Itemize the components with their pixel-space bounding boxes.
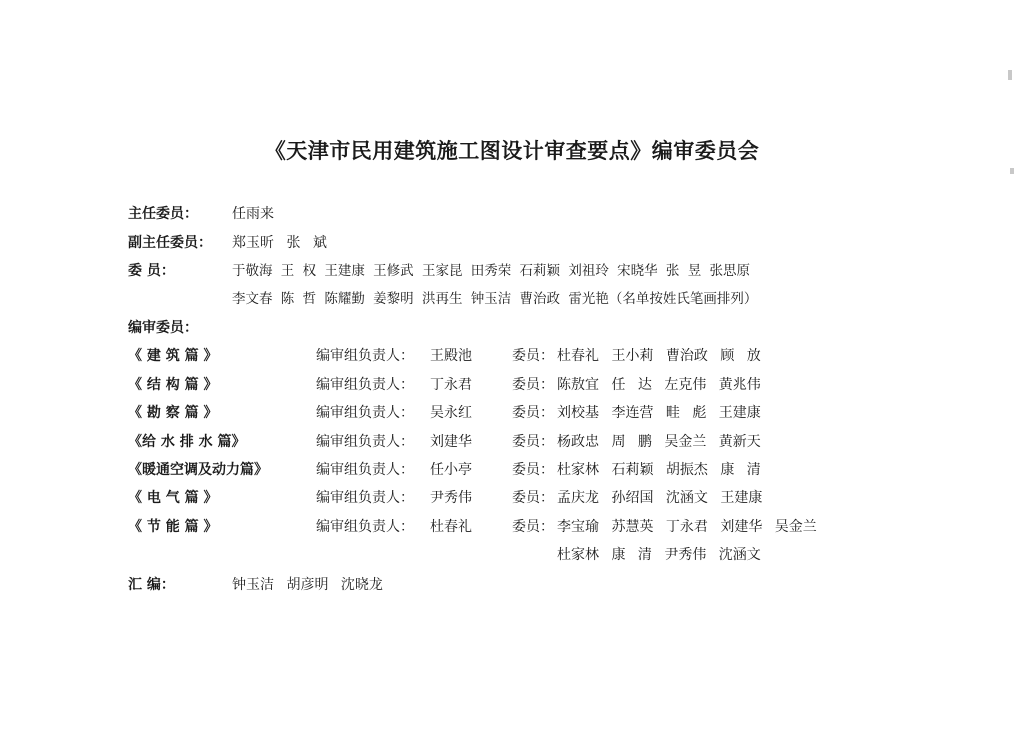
section-name: 《 建 筑 篇 》	[128, 348, 218, 364]
section-lead-label: 编审组负责人：	[316, 405, 414, 421]
section-members-label: 委员：	[512, 377, 554, 393]
compiler-label: 汇 编：	[128, 577, 175, 593]
section-members-label: 委员：	[512, 490, 554, 506]
members-names-line1: 于敬海 王 权 王建康 王修武 王家昆 田秀荣 石莉颖 刘祖玲 宋晓华 张 昱 张思原	[232, 263, 750, 279]
section-lead-label: 编审组负责人：	[316, 490, 414, 506]
section-members: 刘校基 李连营 畦 彪 王建康	[557, 405, 761, 421]
section-members-label: 委员：	[512, 405, 554, 421]
director-names: 任雨来	[232, 206, 274, 222]
section-lead-label: 编审组负责人：	[316, 462, 414, 478]
section-name: 《给 水 排 水 篇》	[128, 434, 246, 450]
section-name: 《暖通空调及动力篇》	[128, 462, 268, 478]
section-lead-label: 编审组负责人：	[316, 377, 414, 393]
vice-director-names: 郑玉昕 张 斌	[232, 235, 327, 251]
vice-director-label: 副主任委员：	[128, 235, 212, 251]
section-members-label: 委员：	[512, 434, 554, 450]
section-members-line2: 杜家林 康 清 尹秀伟 沈涵文	[557, 547, 761, 563]
compiler-names: 钟玉洁 胡彦明 沈晓龙	[232, 577, 383, 593]
director-label: 主任委员：	[128, 206, 198, 222]
section-members: 杨政忠 周 鹏 吴金兰 黄新天	[557, 434, 761, 450]
section-lead: 尹秀伟	[430, 490, 472, 506]
section-lead: 杜春礼	[430, 519, 472, 535]
members-names-line2: 李文春 陈 哲 陈耀勤 姜黎明 洪再生 钟玉洁 曹治政 雷光艳（名单按姓氏笔画排列）	[232, 291, 758, 307]
section-lead: 王殿池	[430, 348, 472, 364]
section-lead: 吴永红	[430, 405, 472, 421]
scan-speck	[1008, 70, 1012, 80]
section-name: 《 结 构 篇 》	[128, 377, 218, 393]
section-members-label: 委员：	[512, 348, 554, 364]
section-lead-label: 编审组负责人：	[316, 348, 414, 364]
page-title: 《天津市民用建筑施工图设计审查要点》编审委员会	[264, 139, 760, 163]
members-label: 委 员：	[128, 263, 175, 279]
section-lead-label: 编审组负责人：	[316, 519, 414, 535]
section-members: 李宝瑜 苏慧英 丁永君 刘建华 吴金兰	[557, 519, 817, 535]
scan-speck	[1010, 168, 1014, 174]
section-name: 《 电 气 篇 》	[128, 490, 218, 506]
section-lead: 刘建华	[430, 434, 472, 450]
section-members: 孟庆龙 孙绍国 沈涵文 王建康	[557, 490, 763, 506]
section-name: 《 节 能 篇 》	[128, 519, 218, 535]
section-members: 杜春礼 王小莉 曹治政 顾 放	[557, 348, 761, 364]
section-members: 杜家林 石莉颖 胡振杰 康 清	[557, 462, 761, 478]
section-lead: 丁永君	[430, 377, 472, 393]
section-lead-label: 编审组负责人：	[316, 434, 414, 450]
section-lead: 任小亭	[430, 462, 472, 478]
section-members-label: 委员：	[512, 519, 554, 535]
section-name: 《 勘 察 篇 》	[128, 405, 218, 421]
review-label: 编审委员：	[128, 320, 198, 336]
section-members-label: 委员：	[512, 462, 554, 478]
section-members: 陈敖宜 任 达 左克伟 黄兆伟	[557, 377, 761, 393]
